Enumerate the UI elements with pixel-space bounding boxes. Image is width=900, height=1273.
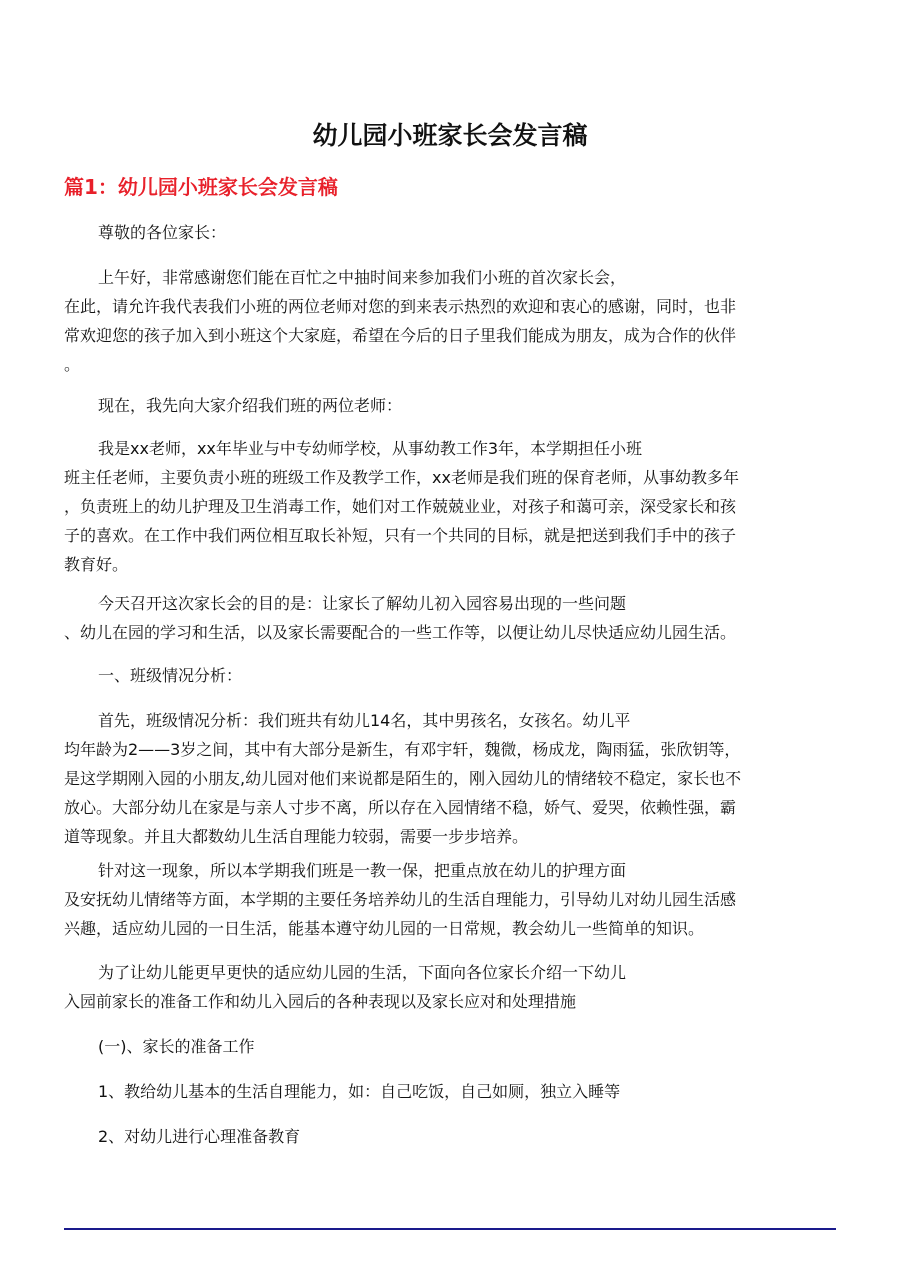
text-line: 均年龄为2——3岁之间，其中有大部分是新生，有邓宇轩，魏微，杨成龙，陶雨猛，张欣钥等，: [64, 740, 741, 759]
text-line: 在此，请允许我代表我们小班的两位老师对您的到来表示热烈的欢迎和衷心的感谢，同时，也非: [64, 297, 737, 316]
text-line: 班主任老师，主要负责小班的班级工作及教学工作，xx老师是我们班的保育老师，从事幼教多年: [64, 468, 739, 487]
text-line: (一)、家长的准备工作: [98, 1037, 255, 1056]
paragraph-purpose: [64, 589, 836, 647]
text-line: 放心。大部分幼儿在家是与亲人寸步不离，所以存在入园情绪不稳，娇气、爱哭，依赖性强，霸: [64, 798, 737, 817]
paragraph-item-2: [64, 1122, 836, 1151]
paragraph-class-analysis: [64, 706, 836, 851]
text-line: 1、教给幼儿基本的生活自理能力，如：自己吃饭，自己如厕，独立入睡等: [98, 1082, 621, 1101]
text-line: 入园前家长的准备工作和幼儿入园后的各种表现以及家长应对和处理措施: [64, 992, 577, 1011]
text-line: 为了让幼儿能更早更快的适应幼儿园的生活，下面向各位家长介绍一下幼儿: [98, 963, 627, 982]
text-line: 及安抚幼儿情绪等方面，本学期的主要任务培养幼儿的生活自理能力，引导幼儿对幼儿园生活感: [64, 890, 737, 909]
paragraph-greeting: [64, 218, 836, 247]
text-line: 一、班级情况分析：: [98, 666, 243, 685]
paragraph-teachers: [64, 434, 836, 579]
paragraph-class-analysis-heading: [64, 661, 836, 690]
paragraph-welcome: [64, 263, 836, 379]
text-line: 上午好，非常感谢您们能在百忙之中抽时间来参加我们小班的首次家长会，: [98, 268, 627, 287]
text-line: 现在，我先向大家介绍我们班的两位老师：: [98, 396, 403, 415]
text-line: 我是xx老师，xx年毕业与中专幼师学校，从事幼教工作3年，本学期担任小班: [98, 439, 643, 458]
text-line: 是这学期刚入园的小朋友,幼儿园对他们来说都是陌生的，刚入园幼儿的情绪较不稳定，家长也不: [64, 769, 742, 788]
document-title: 幼儿园小班家长会发言稿: [312, 121, 588, 150]
paragraph-prep-heading: [64, 1032, 836, 1061]
text-line: 兴趣，适应幼儿园的一日生活，能基本遵守幼儿园的一日常规，教会幼儿一些简单的知识。: [64, 919, 705, 938]
text-line: 针对这一现象，所以本学期我们班是一教一保，把重点放在幼儿的护理方面: [98, 861, 627, 880]
text-line: 道等现象。并且大都数幼儿生活自理能力较弱，需要一步步培养。: [64, 827, 529, 846]
footer-divider: [64, 1228, 836, 1230]
text-line: ，负责班上的幼儿护理及卫生消毒工作，她们对工作兢兢业业，对孩子和蔼可亲，深受家长和孩: [64, 497, 737, 516]
text-line: 2、对幼儿进行心理准备教育: [98, 1127, 301, 1146]
text-line: 子的喜欢。在工作中我们两位相互取长补短，只有一个共同的目标，就是把送到我们手中的孩子: [64, 526, 737, 545]
text-line: 尊敬的各位家长：: [98, 223, 227, 242]
paragraph-parent-intro: [64, 958, 836, 1016]
text-line: 、幼儿在园的学习和生活，以及家长需要配合的一些工作等，以便让幼儿尽快适应幼儿园生活。: [64, 623, 737, 642]
text-line: 常欢迎您的孩子加入到小班这个大家庭，希望在今后的日子里我们能成为朋友，成为合作的伙伴: [64, 326, 737, 345]
paragraph-introduce: [64, 391, 836, 420]
paragraph-item-1: [64, 1077, 836, 1106]
text-line: 首先，班级情况分析：我们班共有幼儿14名，其中男孩名，女孩名。幼儿平: [98, 711, 631, 730]
text-line: 今天召开这次家长会的目的是：让家长了解幼儿初入园容易出现的一些问题: [98, 594, 627, 613]
section-heading: 篇1：幼儿园小班家长会发言稿: [64, 175, 338, 199]
text-line: 教育好。: [64, 555, 129, 574]
text-line: 。: [64, 355, 81, 374]
paragraph-semester-plan: [64, 856, 836, 943]
